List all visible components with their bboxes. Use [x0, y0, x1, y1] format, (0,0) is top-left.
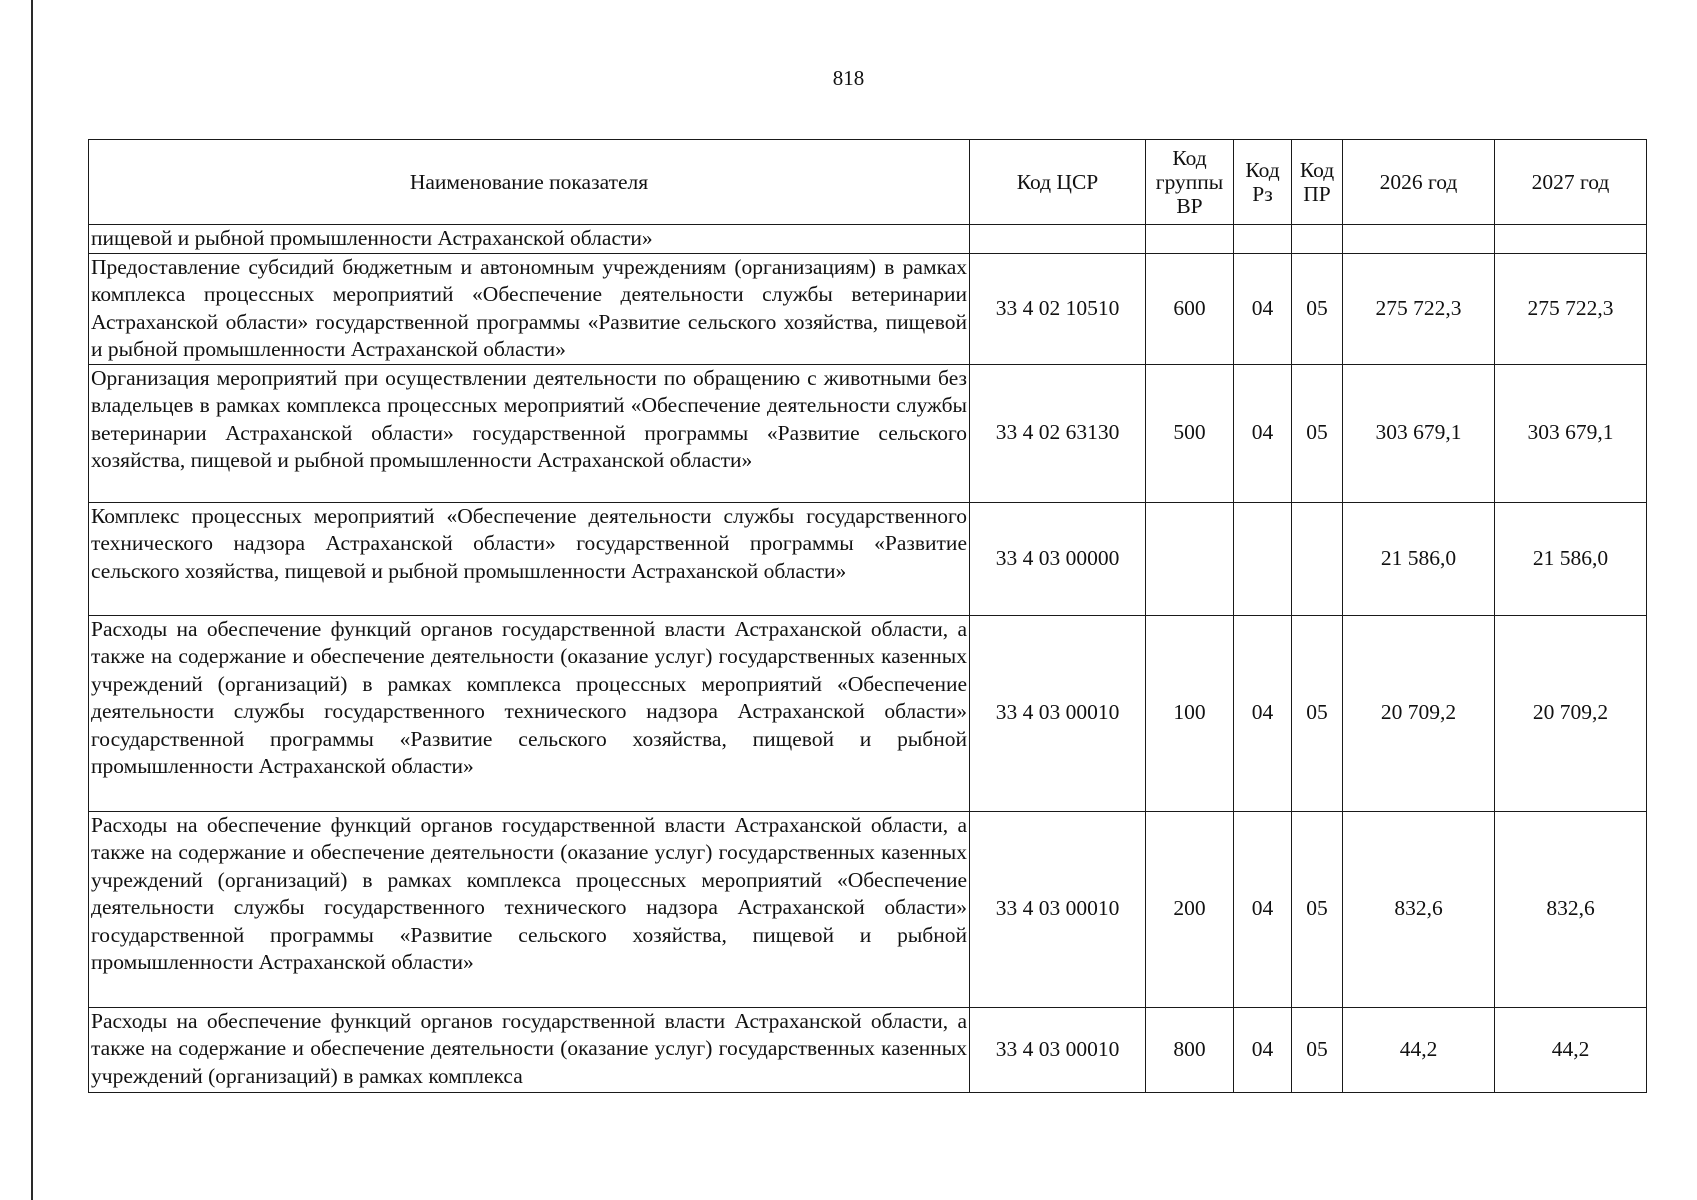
- table-row: [89, 1007, 1647, 1092]
- row-indicator-name: [89, 1007, 970, 1092]
- row-pr-code: 05: [1292, 364, 1343, 502]
- header-year-2027: 2027 год: [1495, 140, 1647, 225]
- row-vr-code: 100: [1146, 615, 1234, 811]
- row-vr-code: 500: [1146, 364, 1234, 502]
- table-row: [89, 364, 1647, 502]
- table-row: [89, 225, 1647, 254]
- row-rz-code: 04: [1234, 1007, 1292, 1092]
- row-amount-2026: 275 722,3: [1343, 253, 1495, 364]
- row-pr-code: 05: [1292, 253, 1343, 364]
- page-number: 818: [832, 66, 865, 90]
- header-year-2026: 2026 год: [1343, 140, 1495, 225]
- header-pr-code: Код ПР: [1292, 140, 1343, 225]
- budget-table: [88, 139, 1647, 1093]
- row-indicator-name: Расходы на обеспечение функций органов государственной власти Астраханской области, а также на содержание и обеспечение деятельности (оказание услуг) государственных казенных учреждений (организаций) в рамках комплекса процессных мероприятий «Обеспечение деятельности службы государственного технического надзора Астраханской области» государственной программы «Развитие сельского хозяйства, пищевой и рыбной промышленности Астраханской области»: [89, 615, 970, 811]
- row-amount-2027: 303 679,1: [1495, 364, 1647, 502]
- row-indicator-name: Расходы на обеспечение функций органов государственной власти Астраханской области, а также на содержание и обеспечение деятельности (оказание услуг) государственных казенных учреждений (организаций) в рамках комплекса процессных мероприятий «Обеспечение деятельности службы государственного технического надзора Астраханской области» государственной программы «Развитие сельского хозяйства, пищевой и рыбной промышленности Астраханской области»: [89, 811, 970, 1007]
- header-vr-group-code: Код группы ВР: [1146, 140, 1234, 225]
- row-vr-code: 600: [1146, 253, 1234, 364]
- row-amount-2026: 303 679,1: [1343, 364, 1495, 502]
- table-row: [89, 615, 1647, 811]
- row-csr-code: 33 4 03 00010: [970, 1007, 1146, 1092]
- row-indicator-name: пищевой и рыбной промышленности Астраханской области»: [89, 225, 970, 254]
- row-rz-code: [1234, 502, 1292, 615]
- row-rz-code: 04: [1234, 364, 1292, 502]
- row-pr-code: 05: [1292, 1007, 1343, 1092]
- row-amount-2027: 832,6: [1495, 811, 1647, 1007]
- row-indicator-name-text: Расходы на обеспечение функций органов государственной власти Астраханской области, а также на содержание и обеспечение деятельности (оказание услуг) государственных казенных учреждений (организаций) в рамках комплекса: [91, 1008, 967, 1088]
- table-row: [89, 811, 1647, 1007]
- row-amount-2026: 21 586,0: [1343, 502, 1495, 615]
- row-csr-code: 33 4 02 10510: [970, 253, 1146, 364]
- row-amount-2027: 20 709,2: [1495, 615, 1647, 811]
- row-amount-2027: 44,2: [1495, 1007, 1647, 1092]
- header-csr-code: Код ЦСР: [970, 140, 1146, 225]
- row-csr-code: 33 4 03 00000: [970, 502, 1146, 615]
- binding-edge-line: [31, 0, 33, 1200]
- row-indicator-name: Комплекс процессных мероприятий «Обеспечение деятельности службы государственного технического надзора Астраханской области» государственной программы «Развитие сельского хозяйства, пищевой и рыбной промышленности Астраханской области»: [89, 502, 970, 615]
- table-row: [89, 502, 1647, 615]
- header-rz-code: Код Рз: [1234, 140, 1292, 225]
- row-amount-2026: 832,6: [1343, 811, 1495, 1007]
- row-amount-2026: [1343, 225, 1495, 254]
- row-amount-2027: [1495, 225, 1647, 254]
- row-amount-2026: 20 709,2: [1343, 615, 1495, 811]
- row-rz-code: 04: [1234, 615, 1292, 811]
- row-amount-2027: 21 586,0: [1495, 502, 1647, 615]
- row-csr-code: 33 4 03 00010: [970, 811, 1146, 1007]
- table-row: [89, 253, 1647, 364]
- row-vr-code: 800: [1146, 1007, 1234, 1092]
- row-amount-2027: 275 722,3: [1495, 253, 1647, 364]
- table-header-row: [89, 140, 1647, 225]
- row-pr-code: 05: [1292, 615, 1343, 811]
- row-pr-code: [1292, 502, 1343, 615]
- row-indicator-name: Предоставление субсидий бюджетным и автономным учреждениям (организациям) в рамках комплекса процессных мероприятий «Обеспечение деятельности службы ветеринарии Астраханской области» государственной программы «Развитие сельского хозяйства, пищевой и рыбной промышленности Астраханской области»: [89, 253, 970, 364]
- row-csr-code: 33 4 02 63130: [970, 364, 1146, 502]
- row-vr-code: [1146, 502, 1234, 615]
- row-pr-code: 05: [1292, 811, 1343, 1007]
- row-csr-code: [970, 225, 1146, 254]
- row-vr-code: [1146, 225, 1234, 254]
- row-indicator-name: Организация мероприятий при осуществлении деятельности по обращению с животными без владельцев в рамках комплекса процессных мероприятий «Обеспечение деятельности службы ветеринарии Астраханской области» государственной программы «Развитие сельского хозяйства, пищевой и рыбной промышленности Астраханской области»: [89, 364, 970, 502]
- row-vr-code: 200: [1146, 811, 1234, 1007]
- row-rz-code: 04: [1234, 253, 1292, 364]
- header-indicator-name: Наименование показателя: [89, 140, 970, 225]
- row-rz-code: 04: [1234, 811, 1292, 1007]
- row-pr-code: [1292, 225, 1343, 254]
- row-csr-code: 33 4 03 00010: [970, 615, 1146, 811]
- row-rz-code: [1234, 225, 1292, 254]
- row-amount-2026: 44,2: [1343, 1007, 1495, 1092]
